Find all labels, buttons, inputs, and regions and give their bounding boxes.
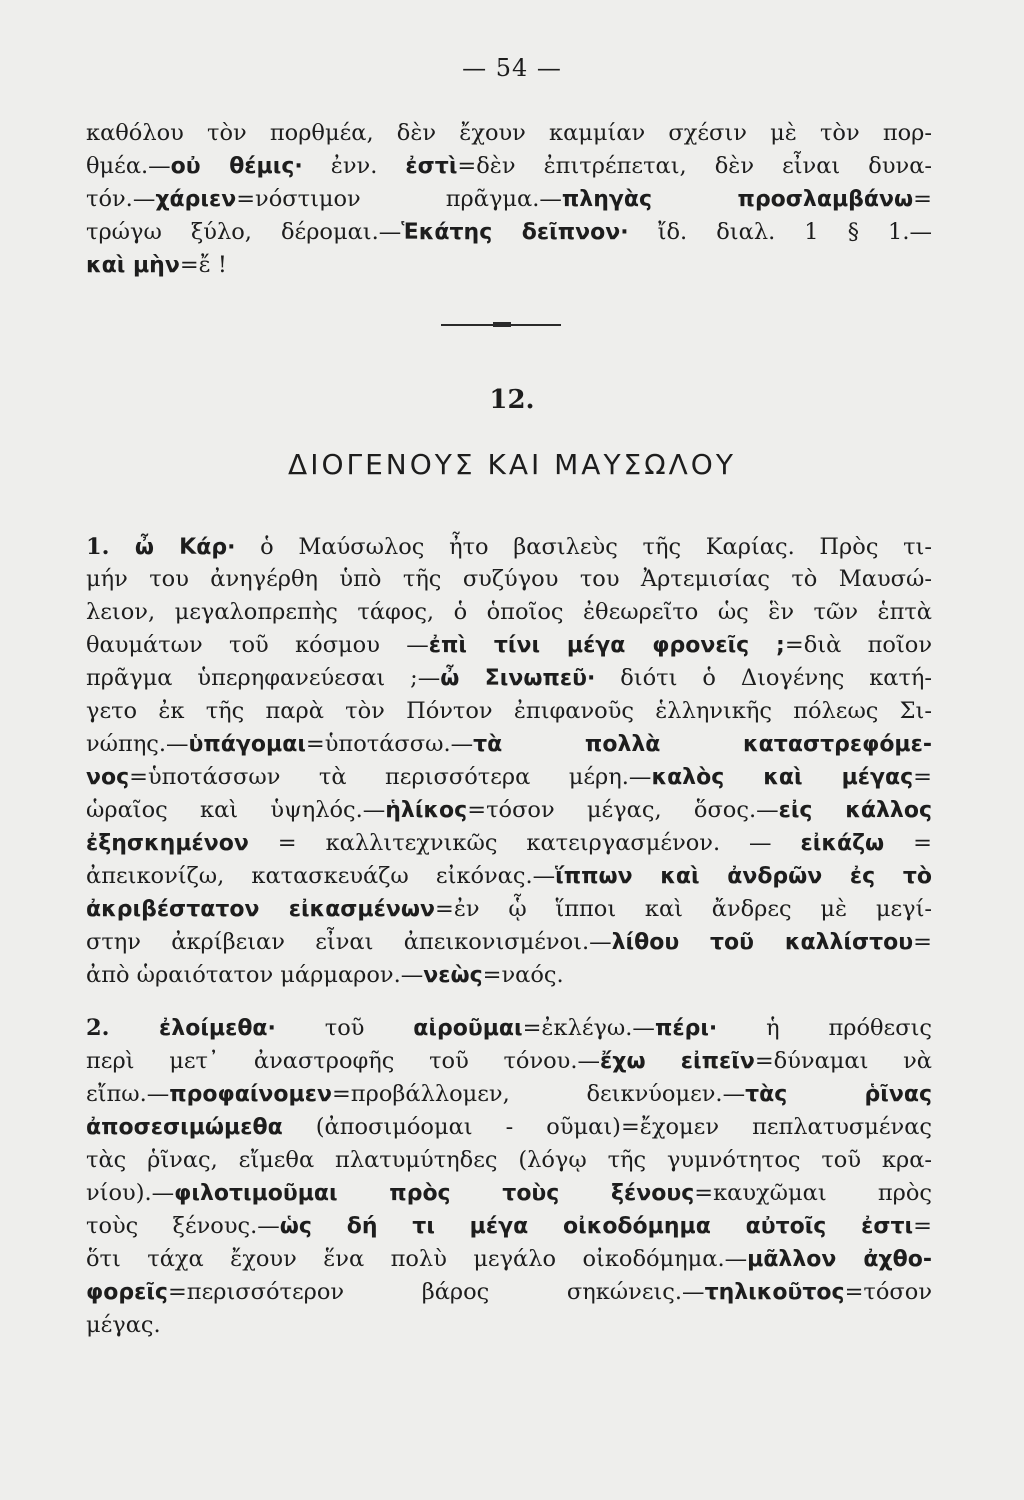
text-line xyxy=(86,1277,932,1307)
lemma: οὐ θέμις· xyxy=(170,154,303,179)
gloss-text: =ναός. xyxy=(482,962,564,988)
lemma: νεὼς xyxy=(423,963,483,988)
gloss-text: τόν.— xyxy=(86,186,156,212)
gloss-text: 2. xyxy=(86,1015,160,1041)
gloss-text: περὶ μετ᾽ ἀναστροφῆς τοῦ τόνου.— xyxy=(86,1048,601,1074)
gloss-text: ὡραῖος καὶ ὑψηλός.— xyxy=(86,797,386,823)
gloss-text: = xyxy=(913,1213,932,1239)
gloss-text: =νόστιμον πρᾶγμα.— xyxy=(236,186,562,212)
gloss-text: (ἀποσιμόομαι - οῦμαι)=ἔχομεν πεπλατυσμένας xyxy=(282,1114,932,1140)
gloss-text: = καλλιτεχνικῶς κατειργασμένον. — xyxy=(248,830,801,856)
lemma: καλὸς καὶ μέγας xyxy=(651,765,914,790)
gloss-text: =ὑποτάσσων τὰ περισσότερα μέρη.— xyxy=(129,764,652,790)
text-line xyxy=(86,1244,932,1274)
gloss-text: ὁ Μαύσωλος ἦτο βασιλεὺς τῆς Καρίας. Πρὸς τι- xyxy=(235,534,932,560)
gloss-text: = xyxy=(913,764,933,790)
text-line xyxy=(86,861,932,891)
gloss-text: τὰς ῥῖνας, εἴμεθα πλατυμύτηδες (λόγῳ τῆς γυμνότητος τοῦ κρα- xyxy=(86,1147,932,1173)
gloss-text: =περισσότερον βάρος σηκώνεις.— xyxy=(167,1279,705,1305)
gloss-text: διότι ὁ Διογένης κατή- xyxy=(595,665,933,691)
gloss-text: εἴπω.— xyxy=(86,1081,170,1107)
text-line xyxy=(86,1310,932,1340)
gloss-text: = xyxy=(913,929,932,955)
gloss-text: νίου).— xyxy=(86,1180,175,1206)
text-line xyxy=(86,663,932,693)
lemma: προφαίνομεν xyxy=(169,1082,332,1107)
gloss-text: θμέα.— xyxy=(86,153,171,179)
gloss-text: =ὑποτάσσω.— xyxy=(305,731,474,757)
gloss-text: ἴδ. διαλ. 1 § 1.— xyxy=(628,219,932,245)
text-line xyxy=(86,927,932,957)
gloss-text: λειον, μεγαλοπρεπὴς τάφος, ὁ ὁποῖος ἐθεωρεῖτο ὡς ἓν τῶν ἑπτὰ xyxy=(86,599,932,625)
text-line xyxy=(86,1211,932,1241)
gloss-text: =τόσον xyxy=(844,1279,932,1305)
text-line xyxy=(86,1079,932,1109)
gloss-text: καθόλου τὸν πορθμέα, δὲν ἔχουν καμμίαν σχέσιν μὲ τὸν πορ- xyxy=(86,120,932,146)
gloss-text: =δὲν ἐπιτρέπεται, δὲν εἶναι δυνα- xyxy=(457,153,932,179)
gloss-text: = xyxy=(913,186,932,212)
lemma: τὰ πολλὰ καταστρεφόμε- xyxy=(473,732,932,757)
lemma: ἡλίκος xyxy=(385,798,468,823)
gloss-text: ἐνν. xyxy=(302,153,406,179)
lemma: εἰκάζω xyxy=(800,831,885,856)
lemma: χάριεν xyxy=(155,187,237,212)
lemma: Ἑκάτης δεῖπνον· xyxy=(401,220,629,245)
lemma: ὡς δή τι μέγα οἰκοδόμημα αὐτοῖς ἐστι xyxy=(279,1214,914,1239)
lemma: τηλικοῦτος xyxy=(704,1280,845,1305)
text-line xyxy=(86,250,932,280)
gloss-text: =τόσον μέγας, ὅσος.— xyxy=(467,797,779,823)
lemma: ὑπάγομαι xyxy=(188,732,306,757)
lemma: ἐπὶ τίνι μέγα φρονεῖς ; xyxy=(428,633,785,658)
text-line xyxy=(86,696,932,726)
text-line xyxy=(86,118,932,148)
text-line xyxy=(86,960,932,990)
gloss-text: πρᾶγμα ὑπερηφανεύεσαι ;— xyxy=(86,665,441,691)
lemma: ἀποσεσιμώμεθα xyxy=(86,1115,283,1140)
lemma: ὦ Σινωπεῦ· xyxy=(440,666,596,691)
gloss-text: 1. xyxy=(86,534,135,560)
lemma: μᾶλλον ἀχθο- xyxy=(747,1247,932,1272)
gloss-text: τοὺς ξένους.— xyxy=(86,1213,280,1239)
lemma: ἔχω εἰπεῖν xyxy=(600,1049,755,1074)
text-line xyxy=(86,217,932,247)
page-number: — 54 — xyxy=(462,54,562,82)
gloss-text: τρώγω ξύλο, δέρομαι.— xyxy=(86,219,402,245)
gloss-text: μήν του ἀνηγέρθη ὑπὸ τῆς συζύγου του Ἀρτεμισίας τὸ Μαυσώ- xyxy=(86,566,932,592)
text-line xyxy=(86,762,932,792)
lemma: φιλοτιμοῦμαι πρὸς τοὺς ξένους xyxy=(174,1181,695,1206)
lemma: ἐστὶ xyxy=(405,154,458,179)
gloss-text: =καυχῶμαι πρὸς xyxy=(694,1180,932,1206)
gloss-text: =προβάλλομεν, δεικνύομεν.— xyxy=(331,1081,746,1107)
text-line xyxy=(86,630,932,660)
lemma: ἐλοίμεθα· xyxy=(159,1016,276,1041)
text-line xyxy=(86,532,932,562)
text-line xyxy=(86,729,932,759)
text-line xyxy=(86,828,932,858)
text-line xyxy=(86,1046,932,1076)
text-line xyxy=(86,597,932,627)
gloss-text: στην ἀκρίβειαν εἶναι ἀπεικονισμένοι.— xyxy=(86,929,612,955)
text-line xyxy=(86,1145,932,1175)
text-line xyxy=(86,184,932,214)
lemma: ὦ Κάρ· xyxy=(134,535,236,560)
gloss-text: μέγας. xyxy=(86,1312,161,1338)
text-line xyxy=(86,1178,932,1208)
gloss-text: = xyxy=(884,830,932,856)
section-divider xyxy=(441,324,561,326)
text-line xyxy=(86,1112,932,1142)
text-line xyxy=(86,151,932,181)
lemma: νος xyxy=(86,765,130,790)
gloss-text: ὅτι τάχα ἔχουν ἕνα πολὺ μεγάλο οἰκοδόμημα.— xyxy=(86,1246,748,1272)
lemma: αἱροῦμαι xyxy=(413,1016,523,1041)
text-line xyxy=(86,1013,932,1043)
gloss-text: τοῦ xyxy=(275,1015,414,1041)
lemma: ἐξησκημένον xyxy=(86,831,249,856)
section-number: 12. xyxy=(489,385,535,415)
lemma: εἰς κάλλος xyxy=(778,798,933,823)
gloss-text: ἡ πρόθεσις xyxy=(717,1015,932,1041)
gloss-text: =ἐκλέγω.— xyxy=(522,1015,655,1041)
gloss-text: νώπης.— xyxy=(86,731,189,757)
lemma: καὶ μὴν xyxy=(86,253,180,278)
text-line xyxy=(86,564,932,594)
lemma: ἵππων καὶ ἀνδρῶν ἐς τὸ xyxy=(555,864,933,889)
gloss-text: =ἐν ᾧ ἵπποι καὶ ἄνδρες μὲ μεγί- xyxy=(434,896,932,922)
gloss-text: ἀπεικονίζω, κατασκευάζω εἰκόνας.— xyxy=(86,863,556,889)
gloss-text: ἀπὸ ὡραιότατον μάρμαρον.— xyxy=(86,962,424,988)
lemma: φορεῖς xyxy=(86,1280,168,1305)
lemma: τὰς ῥῖνας xyxy=(745,1082,932,1107)
section-title: ΔΙΟΓΕΝΟΥΣ ΚΑΙ ΜΑΥΣΩΛΟΥ xyxy=(288,448,736,481)
lemma: ἀκριβέστατον εἰκασμένων xyxy=(86,897,435,922)
gloss-text: γετο ἐκ τῆς παρὰ τὸν Πόντον ἐπιφανοῦς ἑλληνικῆς πόλεως Σι- xyxy=(86,698,932,724)
text-line xyxy=(86,894,932,924)
lemma: πληγὰς προσλαμβάνω xyxy=(561,187,914,212)
gloss-text: =διὰ ποῖον xyxy=(784,632,933,658)
text-line xyxy=(86,795,932,825)
gloss-text: =δύναμαι νὰ xyxy=(754,1048,932,1074)
lemma: λίθου τοῦ καλλίστου xyxy=(611,930,914,955)
gloss-text: =ἔ ! xyxy=(179,252,227,278)
gloss-text: θαυμάτων τοῦ κόσμου — xyxy=(86,632,429,658)
lemma: πέρι· xyxy=(654,1016,718,1041)
